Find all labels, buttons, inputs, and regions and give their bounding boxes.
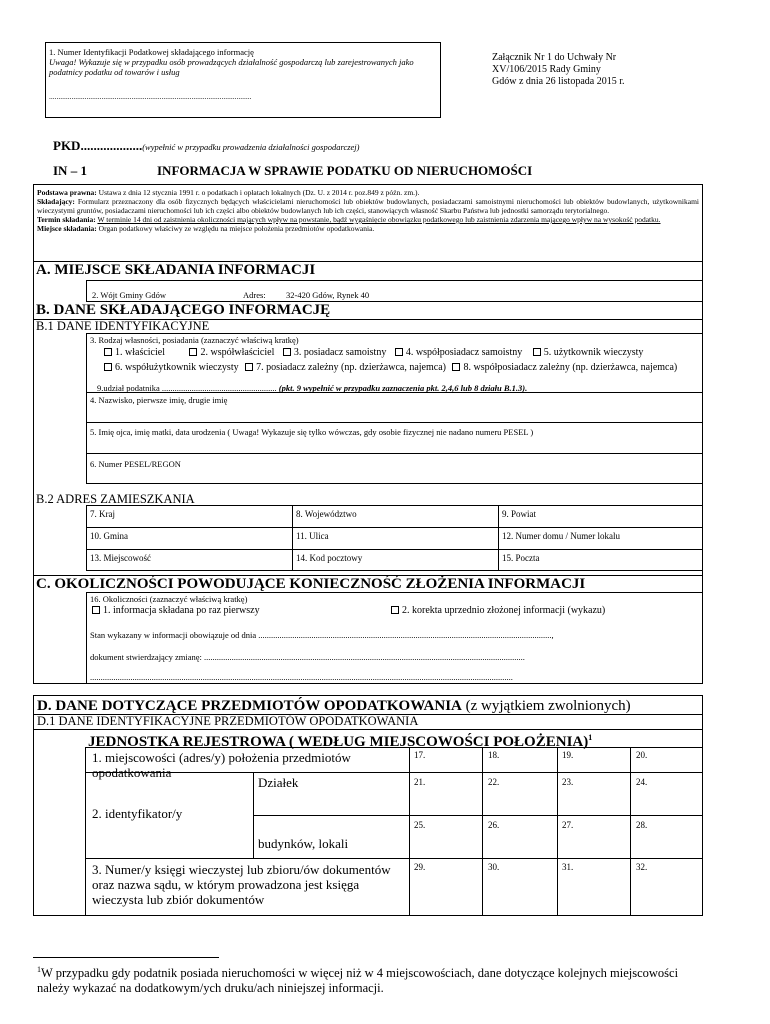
- circumstance-opt2-label: 2. korekta uprzednio złożonej informacji (wykazu): [402, 605, 606, 616]
- checkbox-icon[interactable]: [533, 348, 541, 356]
- form-title: INFORMACJA W SPRAWIE PODATKU OD NIERUCHOMOŚCI: [157, 163, 533, 178]
- deadline-label: Termin składania:: [37, 215, 96, 224]
- divider: [85, 747, 703, 748]
- unit-title-text: JEDNOSTKA REJESTROWA ( WEDŁUG MIEJSCOWOŚCI POŁOŻENIA): [88, 734, 589, 750]
- submitters-label: Składający:: [37, 197, 75, 206]
- pkd-label[interactable]: PKD...................: [53, 138, 143, 153]
- opt-coperpetual-user-label: 6. współużytkownik wieczysty: [115, 362, 239, 373]
- field-4-label: 4. Nazwisko, pierwsze imię, drugie imię: [90, 395, 228, 405]
- section-c-title: C. OKOLICZNOŚCI POWODUJĄCE KONIECZNOŚĆ ZŁOŻENIA INFORMACJI: [36, 576, 586, 592]
- parcels-label: Działek: [258, 775, 299, 790]
- annex-line2: XV/106/2015 Rady Gminy: [492, 64, 601, 75]
- form-code: IN – 1: [53, 163, 87, 178]
- checkbox-icon[interactable]: [92, 606, 100, 614]
- checkbox-icon[interactable]: [189, 348, 197, 356]
- grid-line: [85, 858, 703, 859]
- basis-label: Podstawa prawna:: [37, 188, 97, 197]
- grid-line: [86, 527, 703, 528]
- field-24[interactable]: 24.: [636, 777, 648, 787]
- circumstance-opt2[interactable]: [391, 605, 605, 617]
- field-23[interactable]: 23.: [562, 777, 574, 787]
- footnote-ref: 1: [588, 733, 593, 742]
- addr-postal-code[interactable]: 14. Kod pocztowy: [296, 553, 363, 563]
- circumstance-opt1[interactable]: [92, 605, 260, 617]
- opt-perpetual-user-label: 5. użytkownik wieczysty: [543, 347, 644, 358]
- addr-district[interactable]: 9. Powiat: [502, 509, 537, 519]
- addr-commune[interactable]: 10. Gmina: [90, 531, 128, 541]
- opt-coowner[interactable]: [189, 347, 274, 358]
- field-22[interactable]: 22.: [488, 777, 500, 787]
- change-document-cont[interactable]: .......................................................................................................................................................................................................: [90, 672, 513, 682]
- field-21[interactable]: 21.: [414, 777, 426, 787]
- row-identifier-label: 2. identyfikator/y: [92, 806, 183, 821]
- change-document[interactable]: dokument stwierdzający zmianę: .......................................................................................................................................................: [90, 652, 525, 662]
- buildings-label: budynków, lokali: [258, 836, 349, 851]
- opt-dependent[interactable]: [245, 362, 446, 373]
- grid-line: [498, 505, 499, 571]
- addr-country[interactable]: 7. Kraj: [90, 509, 115, 519]
- section-a-field-box: [86, 280, 703, 302]
- section-b-title: B. DANE SKŁADAJĄCEGO INFORMACJĘ: [36, 302, 331, 318]
- place-text: Organ podatkowy właściwy ze względu na miejsce położenia przedmiotów opodatkowania.: [96, 224, 375, 233]
- opt-owner-label: 1. właściciel: [115, 347, 165, 358]
- checkbox-icon[interactable]: [245, 363, 253, 371]
- field-18[interactable]: 18.: [488, 750, 500, 760]
- field-19[interactable]: 19.: [562, 750, 574, 760]
- grid-line: [86, 549, 703, 550]
- checkbox-icon[interactable]: [391, 606, 399, 614]
- opt-dependent-label: 7. posiadacz zależny (np. dzierżawca, najemca): [256, 362, 446, 373]
- circumstance-opt1-label: 1. informacja składana po raz pierwszy: [103, 605, 260, 616]
- checkbox-icon[interactable]: [452, 363, 460, 371]
- grid-line: [292, 505, 293, 571]
- row-land-register-label: 3. Numer/y księgi wieczystej lub zbioru/ów dokumentów oraz nazwa sądu, w którym prowadzona jest księga wieczysta lub zbiór dokumentów: [92, 862, 391, 907]
- field-31[interactable]: 31.: [562, 862, 574, 872]
- addr-street[interactable]: 11. Ulica: [296, 531, 329, 541]
- footnote: [37, 962, 713, 996]
- section-d-title: D. DANE DOTYCZĄCE PRZEDMIOTÓW OPODATKOWANIA: [37, 698, 462, 714]
- field-6-label: 6. Numer PESEL/REGON: [90, 459, 181, 469]
- section-d-title-line: [37, 697, 631, 715]
- field-26[interactable]: 26.: [488, 820, 500, 830]
- deadline-text: W terminie 14 dni od zaistnienia okoliczności mających wpływ na powstanie, bądź wygaśnięcie obowiązku podatkowego lub zaistnienia zdarzenia mającego wpływ na wysokość podatku.: [97, 215, 661, 224]
- ownership-row-2: [104, 362, 677, 374]
- opt-codependent[interactable]: [452, 362, 677, 373]
- field-3-label: 3. Rodzaj własności, posiadania (zaznaczyć właściwą kratkę): [90, 335, 299, 345]
- field-32[interactable]: 32.: [636, 862, 648, 872]
- field-16-label: 16. Okoliczności (zaznaczyć właściwą kratkę): [90, 594, 248, 604]
- addr-city[interactable]: 13. Miejscowość: [90, 553, 151, 563]
- section-a-title: A. MIEJSCE SKŁADANIA INFORMACJI: [36, 262, 316, 278]
- section-a-office: 2. Wójt Gminy Gdów: [92, 290, 166, 300]
- addr-voivodeship[interactable]: 8. Województwo: [296, 509, 357, 519]
- submitters-text: Formularz przeznaczony dla osób fizycznych będących właścicielami nieruchomości lub obiektów budowlanych, posiadaczami samoistnymi nieruchomości lub obiektów budowlanych, użytkownikami wieczystymi gruntów, posiadaczami nieruchomości lub ich części albo obiektów budowlanych lub ich części, stanowiących własność Skarbu Państwa lub jednostki samorządu terytorialnego.: [37, 197, 699, 215]
- opt-possessor-label: 3. posiadacz samoistny: [293, 347, 387, 358]
- section-a-address: 32-420 Gdów, Rynek 40: [286, 290, 370, 300]
- ownership-row-1: [104, 347, 643, 359]
- opt-codependent-label: 8. współposiadacz zależny (np. dzierżawca, najemca): [463, 362, 678, 373]
- footnote-separator: [33, 957, 219, 958]
- nip-input[interactable]: ............................................................................................................: [49, 92, 252, 101]
- opt-possessor[interactable]: [283, 347, 386, 358]
- field-28[interactable]: 28.: [636, 820, 648, 830]
- checkbox-icon[interactable]: [104, 363, 112, 371]
- legal-info: [37, 188, 699, 233]
- section-b1-title: B.1 DANE IDENTYFIKACYJNE: [36, 319, 210, 333]
- pkd-line: [53, 137, 359, 155]
- field-5-label: 5. Imię ojca, imię matki, data urodzenia ( Uwaga! Wykazuje się tylko wówczas, gdy osobie fizycznej nie nadano numeru PESEL ): [90, 427, 534, 437]
- row-locality-label: 1. miejscowości (adres/y) położenia przedmiotów opodatkowania: [92, 750, 351, 780]
- opt-perpetual-user[interactable]: [533, 347, 644, 358]
- state-valid-from[interactable]: Stan wykazany w informacji obowiązuje od dnia ..........................................................................................................................................,: [90, 630, 554, 640]
- nip-note: Uwaga! Wykazuje się w przypadku osób prowadzących działalność gospodarczą lub zarejestrowanych jako podatnicy podatku od towarów i usług: [49, 57, 414, 77]
- field-9-label[interactable]: 9.udział podatnika ......................................................: [97, 383, 277, 393]
- field-20[interactable]: 20.: [636, 750, 648, 760]
- place-label: Miejsce składania:: [37, 224, 97, 233]
- footnote-text: W przypadku gdy podatnik posiada nieruchomości w więcej niż w 4 miejscowościach, dane dotyczące kolejnych miejscowości należy wykazać na dodatkowym/ych druku/ach niniejszej informacji.: [37, 966, 679, 996]
- pkd-note: (wypełnić w przypadku prowadzenia działalności gospodarczej): [142, 142, 360, 152]
- section-d1-title: D.1 DANE IDENTYFIKACYJNE PRZEDMIOTÓW OPODATKOWANIA: [37, 714, 419, 728]
- addr-post-office[interactable]: 15. Poczta: [502, 553, 540, 563]
- field-29[interactable]: 29.: [414, 862, 426, 872]
- field-30[interactable]: 30.: [488, 862, 500, 872]
- field-17[interactable]: 17.: [414, 750, 426, 760]
- opt-coowner-label: 2. współwłaściciel: [200, 347, 275, 358]
- opt-coperpetual-user[interactable]: [104, 362, 239, 373]
- basis-text: Ustawa z dnia 12 stycznia 1991 r. o podatkach i opłatach lokalnych (Dz. U. z 2014 r. poz.849 z późn. zm.).: [96, 188, 420, 197]
- opt-copossessor-label: 4. współposiadacz samoistny: [405, 347, 523, 358]
- checkbox-icon[interactable]: [395, 348, 403, 356]
- checkbox-icon[interactable]: [104, 348, 112, 356]
- annex-line1: Załącznik Nr 1 do Uchwały Nr: [492, 52, 617, 63]
- field-9-note: (pkt. 9 wypełnić w przypadku zaznaczenia pkt. 2,4,6 lub 8 działu B.1.3).: [278, 383, 528, 393]
- checkbox-icon[interactable]: [283, 348, 291, 356]
- opt-copossessor[interactable]: [395, 347, 522, 358]
- grid-line: [253, 815, 703, 816]
- addr-house-number[interactable]: 12. Numer domu / Numer lokalu: [502, 531, 620, 541]
- nip-label: 1. Numer Identyfikacji Podatkowej składającego informację: [49, 47, 254, 57]
- section-d-title-extra: (z wyjątkiem zwolnionych): [461, 698, 631, 714]
- field-25[interactable]: 25.: [414, 820, 426, 830]
- section-a-address-label: Adres:: [243, 290, 266, 300]
- opt-owner[interactable]: [104, 347, 165, 358]
- section-b2-title: B.2 ADRES ZAMIESZKANIA: [36, 492, 195, 506]
- footnote-number: 1: [37, 965, 41, 974]
- annex-line3: Gdów z dnia 26 listopada 2015 r.: [492, 76, 625, 87]
- field-27[interactable]: 27.: [562, 820, 574, 830]
